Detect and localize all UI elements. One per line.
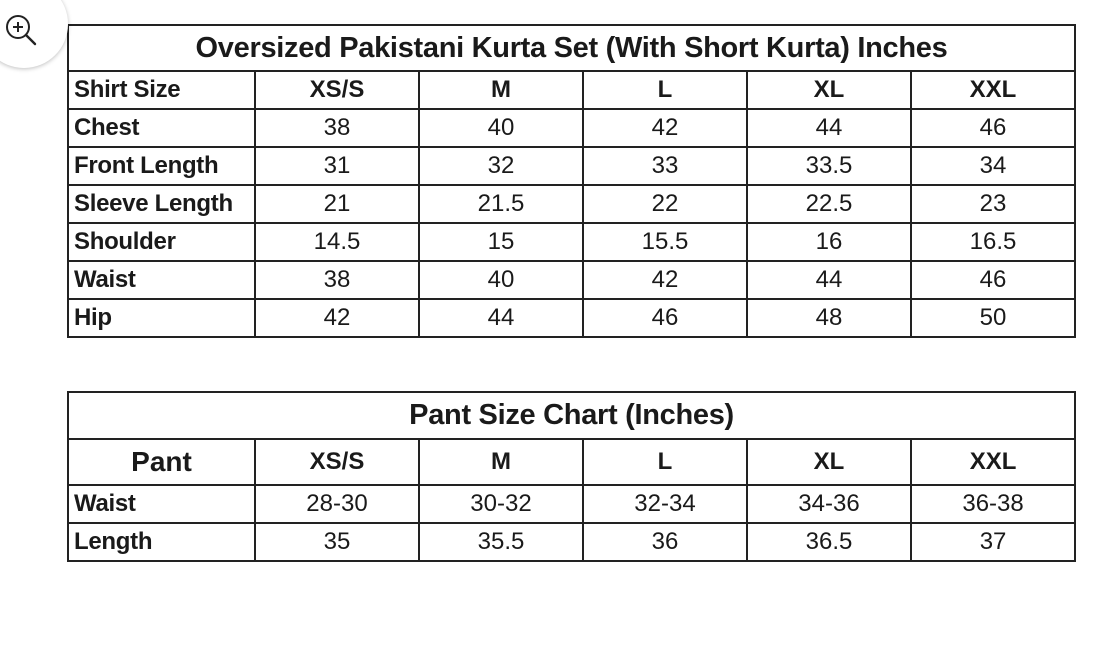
table-row [68, 185, 1075, 223]
size-header-cell: XL [747, 71, 911, 109]
table-row [68, 109, 1075, 147]
measurement-cell: 28-30 [255, 485, 419, 523]
measurement-cell: 35 [255, 523, 419, 561]
size-header-cell: L [583, 439, 747, 485]
measurement-cell: 15.5 [583, 223, 747, 261]
measurement-cell: 50 [911, 299, 1075, 337]
pant-table-title: Pant Size Chart (Inches) [68, 392, 1075, 439]
measurement-cell: 36 [583, 523, 747, 561]
measurement-cell: 32 [419, 147, 583, 185]
size-header-cell: XS/S [255, 71, 419, 109]
measurement-cell: 38 [255, 109, 419, 147]
table-row [68, 523, 1075, 561]
row-label: Waist [68, 485, 255, 523]
measurement-cell: 14.5 [255, 223, 419, 261]
size-header-cell: XXL [911, 71, 1075, 109]
measurement-cell: 44 [419, 299, 583, 337]
size-header-row [68, 71, 1075, 109]
zoom-button[interactable] [0, 0, 68, 68]
measurement-cell: 48 [747, 299, 911, 337]
measurement-cell: 36-38 [911, 485, 1075, 523]
kurta-table-title: Oversized Pakistani Kurta Set (With Short Kurta) Inches [68, 25, 1075, 71]
size-header-cell: XS/S [255, 439, 419, 485]
row-label: Hip [68, 299, 255, 337]
measurement-cell: 42 [583, 109, 747, 147]
measurement-cell: 38 [255, 261, 419, 299]
header-label: Shirt Size [68, 71, 255, 109]
header-label: Pant [68, 439, 255, 485]
measurement-cell: 30-32 [419, 485, 583, 523]
measurement-cell: 33 [583, 147, 747, 185]
measurement-cell: 46 [911, 109, 1075, 147]
measurement-cell: 33.5 [747, 147, 911, 185]
row-label: Waist [68, 261, 255, 299]
row-label: Sleeve Length [68, 185, 255, 223]
measurement-cell: 46 [583, 299, 747, 337]
measurement-cell: 35.5 [419, 523, 583, 561]
measurement-cell: 46 [911, 261, 1075, 299]
table-row [68, 299, 1075, 337]
measurement-cell: 16.5 [911, 223, 1075, 261]
size-header-cell: M [419, 439, 583, 485]
measurement-cell: 42 [583, 261, 747, 299]
measurement-cell: 31 [255, 147, 419, 185]
measurement-cell: 32-34 [583, 485, 747, 523]
measurement-cell: 34-36 [747, 485, 911, 523]
size-header-cell: L [583, 71, 747, 109]
size-header-row [68, 439, 1075, 485]
measurement-cell: 21.5 [419, 185, 583, 223]
measurement-cell: 42 [255, 299, 419, 337]
row-label: Chest [68, 109, 255, 147]
measurement-cell: 40 [419, 261, 583, 299]
size-header-cell: XL [747, 439, 911, 485]
measurement-cell: 40 [419, 109, 583, 147]
kurta-size-table [67, 24, 1076, 338]
pant-size-table [67, 391, 1076, 562]
table-row [68, 147, 1075, 185]
table-row [68, 223, 1075, 261]
measurement-cell: 22 [583, 185, 747, 223]
measurement-cell: 44 [747, 261, 911, 299]
row-label: Shoulder [68, 223, 255, 261]
table-row [68, 261, 1075, 299]
table-row [68, 485, 1075, 523]
measurement-cell: 23 [911, 185, 1075, 223]
row-label: Front Length [68, 147, 255, 185]
size-header-cell: XXL [911, 439, 1075, 485]
measurement-cell: 36.5 [747, 523, 911, 561]
row-label: Length [68, 523, 255, 561]
size-header-cell: M [419, 71, 583, 109]
measurement-cell: 34 [911, 147, 1075, 185]
measurement-cell: 16 [747, 223, 911, 261]
measurement-cell: 37 [911, 523, 1075, 561]
measurement-cell: 44 [747, 109, 911, 147]
measurement-cell: 15 [419, 223, 583, 261]
measurement-cell: 22.5 [747, 185, 911, 223]
measurement-cell: 21 [255, 185, 419, 223]
zoom-in-icon [4, 13, 38, 47]
